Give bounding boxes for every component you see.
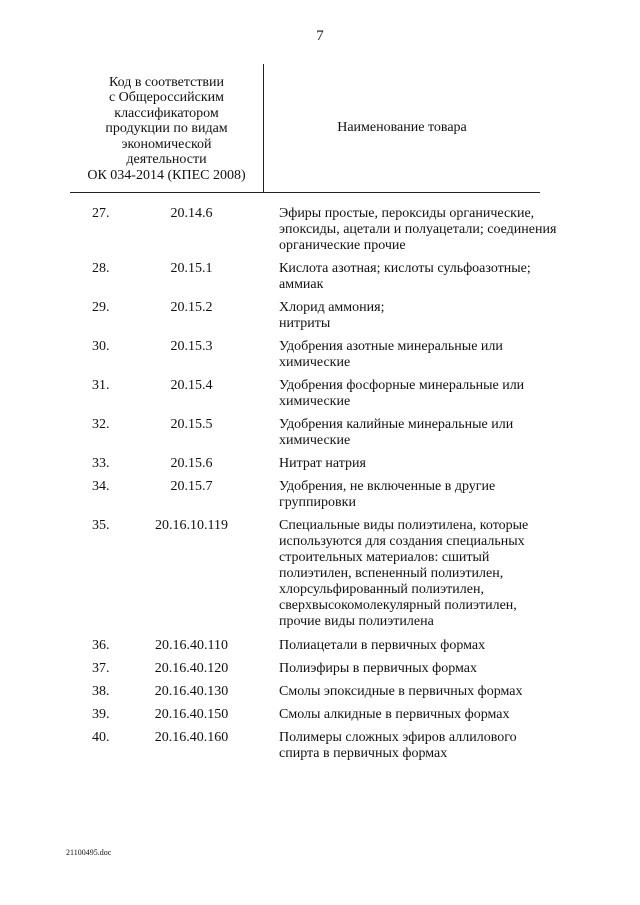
row-number: 37.	[92, 661, 110, 676]
row-code: 20.15.5	[170, 417, 213, 432]
row-number: 34.	[92, 479, 110, 494]
table-row	[0, 707, 640, 723]
table-row	[0, 300, 640, 332]
row-code: 20.15.7	[170, 479, 213, 494]
code-column-header: Код в соответствии с Общероссийским классификатором продукции по видам экономической деятельности ОК 034-2014 (КПЕС 2008)	[70, 64, 264, 192]
row-number: 28.	[92, 261, 110, 276]
table-row	[0, 730, 640, 762]
table-row	[0, 417, 640, 449]
table-body	[0, 206, 640, 769]
table-header	[70, 64, 540, 192]
row-product-name: Смолы алкидные в первичных формах	[279, 707, 510, 722]
page-number: 7	[316, 28, 324, 44]
row-code: 20.16.40.110	[155, 638, 228, 653]
row-code: 20.15.1	[170, 261, 213, 276]
row-product-name: Удобрения, не включенные в другие группировки	[279, 479, 496, 510]
row-code: 20.15.4	[170, 378, 213, 393]
row-product-name: Кислота азотная; кислоты сульфоазотные; аммиак	[279, 261, 531, 292]
table-row	[0, 661, 640, 677]
row-product-name: Хлорид аммония; нитриты	[279, 300, 385, 331]
row-code: 20.16.10.119	[155, 518, 228, 533]
row-number: 29.	[92, 300, 110, 315]
row-code: 20.15.3	[170, 339, 213, 354]
table-row	[0, 479, 640, 511]
row-code: 20.15.6	[170, 456, 213, 471]
row-product-name: Удобрения азотные минеральные или химические	[279, 339, 503, 370]
row-number: 33.	[92, 456, 110, 471]
row-number: 39.	[92, 707, 110, 722]
row-product-name: Полиацетали в первичных формах	[279, 638, 486, 653]
row-code: 20.16.40.120	[154, 661, 229, 676]
row-number: 27.	[92, 206, 110, 221]
table-row	[0, 638, 640, 654]
row-product-name: Нитрат натрия	[279, 456, 366, 471]
table-row	[0, 684, 640, 700]
row-code: 20.16.40.130	[154, 684, 229, 699]
header-divider	[70, 192, 540, 193]
row-number: 38.	[92, 684, 110, 699]
footer-filename: 21100495.doc	[66, 848, 112, 857]
row-number: 35.	[92, 518, 110, 533]
row-code: 20.15.2	[170, 300, 213, 315]
row-product-name: Полиэфиры в первичных формах	[279, 661, 477, 676]
row-number: 31.	[92, 378, 110, 393]
row-number: 36.	[92, 638, 110, 653]
table-row	[0, 456, 640, 472]
name-column-header: Наименование товара	[337, 120, 467, 135]
table-row	[0, 339, 640, 371]
table-row	[0, 261, 640, 293]
row-code: 20.14.6	[170, 206, 213, 221]
table-row	[0, 206, 640, 254]
row-product-name: Удобрения калийные минеральные или химические	[279, 417, 514, 448]
row-product-name: Эфиры простые, пероксиды органические, эпоксиды, ацетали и полуацетали; соединения органические прочие	[279, 206, 557, 253]
row-product-name: Смолы эпоксидные в первичных формах	[279, 684, 523, 699]
row-product-name: Удобрения фосфорные минеральные или химические	[279, 378, 525, 409]
row-code: 20.16.40.150	[154, 707, 229, 722]
table-row	[0, 518, 640, 630]
row-code: 20.16.40.160	[154, 730, 229, 745]
row-product-name: Полимеры сложных эфиров аллилового спирта в первичных формах	[279, 730, 517, 761]
row-number: 30.	[92, 339, 110, 354]
table-row	[0, 378, 640, 410]
row-number: 40.	[92, 730, 110, 745]
row-product-name: Специальные виды полиэтилена, которые используются для создания специальных строительных материалов: сшитый полиэтилен, вспененный полиэтилен, хлорсульфированный полиэтилен, сверхвысокомолекулярный полиэтилен, прочие виды полиэтилена	[279, 518, 529, 629]
row-number: 32.	[92, 417, 110, 432]
